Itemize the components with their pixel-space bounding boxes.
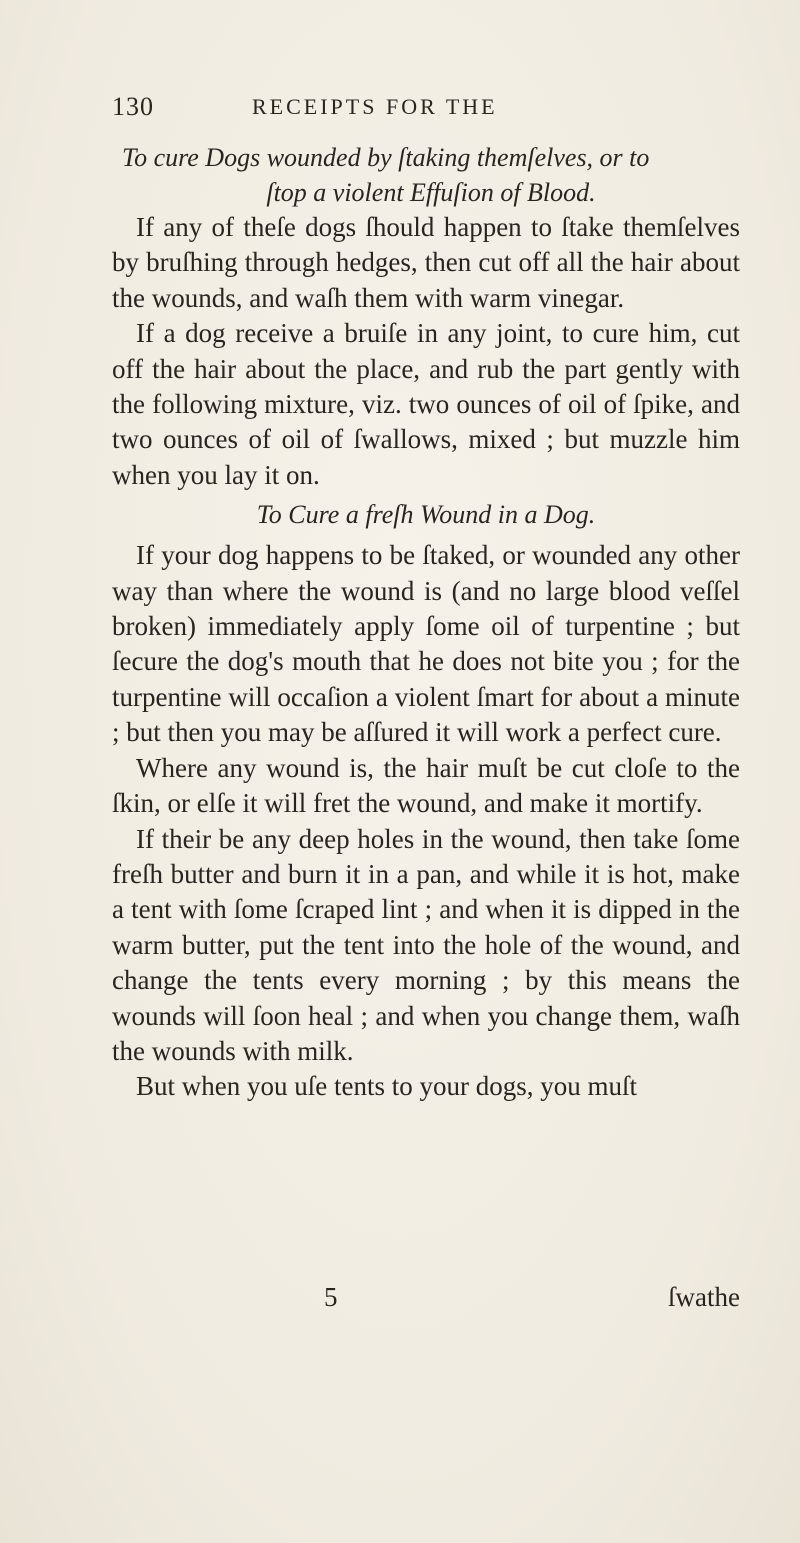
heading-line-1: To cure Dogs wounded by ſtaking themſelves, or to <box>122 143 650 172</box>
paragraph-bruise: If a dog receive a bruiſe in any joint, to cure him, cut off the hair about the place, and rub the part gently with the following mixture, viz. two ounces of oil of ſpike, and two ounces of oil of ſwallows, mixed ; but muzzle him when you lay it on. <box>112 318 740 490</box>
catchword: ſwathe <box>668 1282 740 1312</box>
heading-line-2: ſtop a violent Effuſion of Blood. <box>266 178 596 207</box>
section-heading-dog-wounds <box>112 140 740 210</box>
section-heading-fresh-wound: To Cure a freſh Wound in a Dog. <box>256 500 596 530</box>
paragraph-turpentine: If your dog happens to be ſtaked, or wounded any other way than where the wound is (and no large blood veſſel broken) immediately apply ſome oil of turpentine ; but ſecure the dog's mouth that he does not bite you ; for the turpentine will occaſion a violent ſmart for about a minute ; but then you may be aſſured it will work a perfect cure. <box>112 540 740 748</box>
paragraph-deep-holes: If their be any deep holes in the wound, then take ſome freſh butter and burn it in a pan, and while it is hot, make a tent with ſome ſcraped lint ; and when it is dipped in the warm butter, put the tent into the hole of the wound, and change the tents every morning ; by this means the wounds will ſoon heal ; and when you change them, waſh the wounds with milk. <box>112 823 740 1066</box>
page-header <box>112 92 732 132</box>
paragraph-tents: But when you uſe tents to your dogs, you muſt <box>136 1071 637 1102</box>
page-number: 130 <box>112 92 154 121</box>
paragraph-hair: Where any wound is, the hair muſt be cut cloſe to the ſkin, or elſe it will fret the wound, and make it mortify. <box>112 752 740 819</box>
page-body <box>112 140 740 1105</box>
page-footer <box>112 1282 740 1316</box>
signature-mark: 5 <box>324 1282 338 1312</box>
running-head: RECEIPTS FOR THE <box>252 94 498 119</box>
paragraph-staking: If any of theſe dogs ſhould happen to ſtake themſelves by bruſhing through hedges, then cut off all the hair about the wounds, and waſh them with warm vinegar. <box>112 212 740 313</box>
